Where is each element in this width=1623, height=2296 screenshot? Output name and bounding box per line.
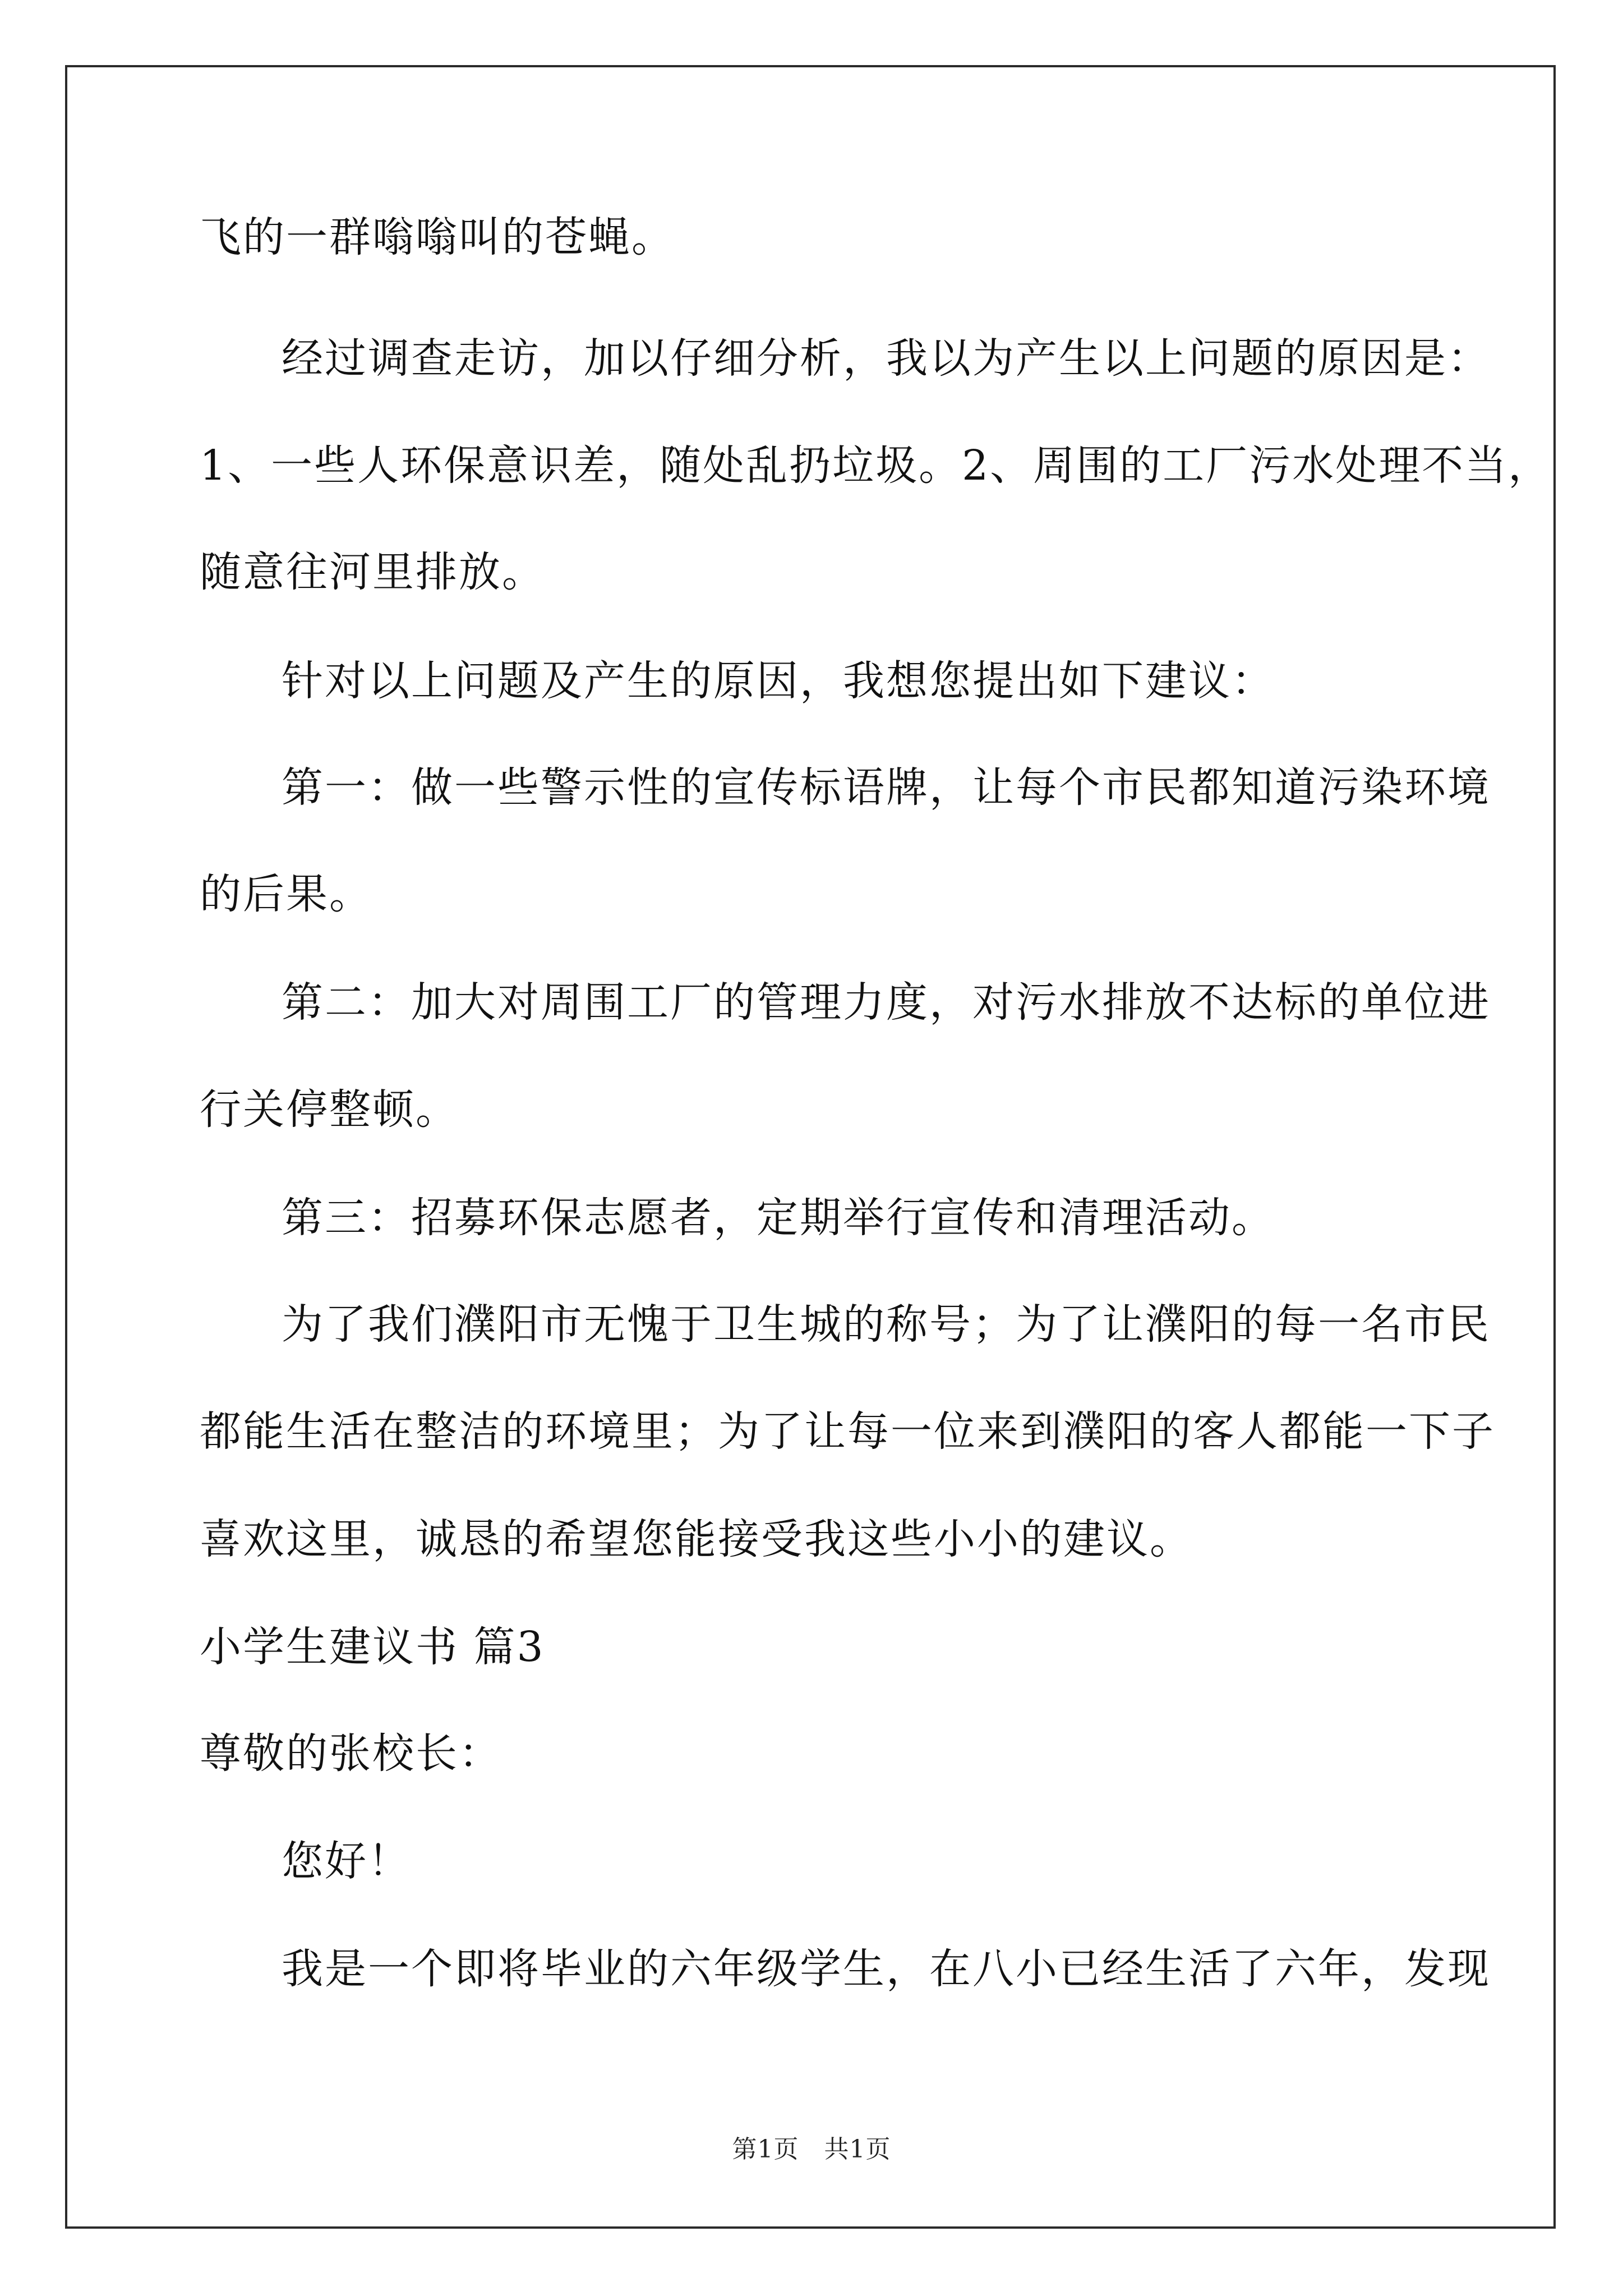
text-line: 1、一些人环保意识差，随处乱扔垃圾。2、周围的工厂污水处理不当，	[200, 441, 1552, 490]
text-line: 第一：做一些警示性的宣传标语牌，让每个市民都知道污染环境	[282, 763, 1491, 812]
salutation: 尊敬的张校长：	[200, 1729, 502, 1778]
text-line: 喜欢这里，诚恳的希望您能接受我这些小小的建议。	[200, 1515, 1193, 1563]
text-line: 的后果。	[200, 870, 372, 918]
text-line: 我是一个即将毕业的六年级学生，在八小已经生活了六年，发现	[282, 1945, 1491, 1993]
text-line: 都能生活在整洁的环境里；为了让每一位来到濮阳的客人都能一下子	[200, 1407, 1495, 1456]
greeting: 您好！	[282, 1837, 411, 1885]
text-line: 经过调查走访，加以仔细分析，我以为产生以上问题的原因是：	[282, 334, 1491, 383]
text-line: 随意往河里排放。	[200, 548, 545, 596]
text-line: 飞的一群嗡嗡叫的苍蝇。	[200, 213, 675, 261]
text-line: 为了我们濮阳市无愧于卫生城的称号；为了让濮阳的每一名市民	[282, 1300, 1491, 1349]
text-line: 行关停整顿。	[200, 1085, 459, 1134]
text-line: 第三：招募环保志愿者，定期举行宣传和清理活动。	[282, 1194, 1275, 1242]
section-heading: 小学生建议书 篇3	[200, 1623, 545, 1671]
text-line: 第二：加大对周围工厂的管理力度，对污水排放不达标的单位进	[282, 978, 1491, 1027]
text-line: 针对以上问题及产生的原因，我想您提出如下建议：	[282, 657, 1275, 705]
page-border	[65, 65, 1556, 2229]
page-footer: 第1页 共1页	[732, 2135, 891, 2164]
